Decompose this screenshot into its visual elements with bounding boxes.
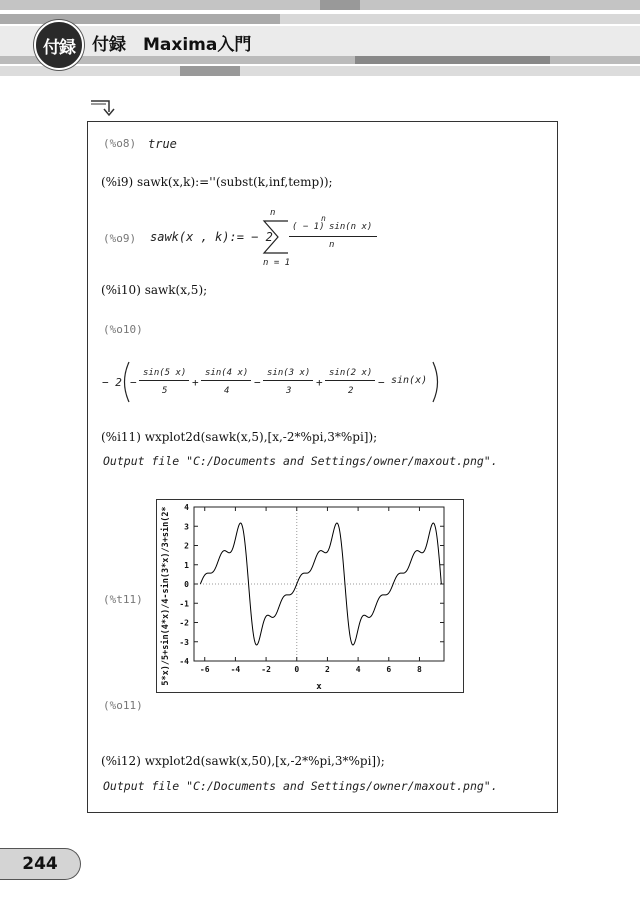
plot-frame <box>157 500 464 693</box>
right-paren-icon <box>431 360 443 404</box>
y-tick-label-5: -1 <box>179 599 189 609</box>
o9-sum-top: n <box>270 208 276 218</box>
output-value-o8: true <box>148 137 177 151</box>
page-number: 244 <box>0 848 81 880</box>
o10-num-1: sin(4 x) <box>205 368 249 378</box>
o10-sign-3: + <box>316 376 323 389</box>
page-title: 付録 Maxima入門 <box>92 35 252 55</box>
x-tick-label-3: 0 <box>294 665 300 674</box>
y-tick-label-7: -3 <box>179 637 189 647</box>
output-file-11: Output file "C:/Documents and Settings/owner/maxout.png". <box>103 454 498 468</box>
o10-num-0: sin(5 x) <box>143 368 187 378</box>
o10-sign-4: − <box>378 376 385 389</box>
o9-lhs: sawk(x , k):= − 2 <box>150 230 273 244</box>
x-tick-label-1: -4 <box>230 665 241 674</box>
summation-icon <box>261 218 291 256</box>
o10-sign-2: − <box>254 376 261 389</box>
o10-num-2: sin(3 x) <box>267 368 311 378</box>
o10-lead: − 2 <box>102 376 122 389</box>
output-label-t11: (%t11) <box>103 593 143 606</box>
o9-frac-den: n <box>329 240 335 250</box>
o10-tail: sin(x) <box>391 375 428 386</box>
y-tick-label-8: -4 <box>179 657 189 666</box>
output-file-12: Output file "C:/Documents and Settings/owner/maxout.png". <box>103 779 498 793</box>
o10-sign-1: + <box>192 376 199 389</box>
x-tick-label-4: 2 <box>325 665 330 674</box>
x-axis-label: x <box>316 682 322 692</box>
y-tick-label-0: 4 <box>184 503 189 512</box>
o10-den-2: 3 <box>286 386 292 396</box>
input-i10: (%i10) sawk(x,5); <box>101 283 208 297</box>
o10-bar-3 <box>325 380 375 381</box>
x-tick-label-7: 8 <box>417 665 422 674</box>
o10-num-3: sin(2 x) <box>329 368 373 378</box>
o9-sum-bottom: n = 1 <box>263 258 291 268</box>
output-label-o9: (%o9) <box>103 232 137 245</box>
y-tick-label-2: 2 <box>184 541 189 551</box>
maxima-session <box>87 121 558 813</box>
o10-bar-2 <box>263 380 313 381</box>
output-label-o8: (%o8) <box>103 137 137 150</box>
y-tick-label-1: 3 <box>184 522 189 532</box>
appendix-badge: 付録 <box>34 20 84 70</box>
o10-den-3: 2 <box>348 386 354 396</box>
y-tick-label-3: 1 <box>184 560 189 570</box>
x-tick-label-6: 6 <box>386 665 392 674</box>
output-label-o10: (%o10) <box>103 323 143 336</box>
output-label-o11: (%o11) <box>103 699 143 712</box>
return-arrow-icon <box>89 97 117 117</box>
o9-frac-num: ( − 1) <box>292 222 325 232</box>
x-tick-label-5: 4 <box>355 665 361 674</box>
x-tick-label-0: -6 <box>199 665 210 674</box>
y-tick-label-6: -2 <box>179 618 189 628</box>
o10-sign-0: − <box>130 376 137 389</box>
y-axis-label: 5*x)/5+sin(4*x)/4-sin(3*x)/3+sin(2* <box>161 506 171 686</box>
o10-bar-1 <box>201 380 251 381</box>
o9-frac-bar <box>289 236 377 237</box>
x-tick-label-2: -2 <box>261 665 271 674</box>
o9-frac-num-tail: sin(n x) <box>329 222 373 232</box>
o10-den-0: 5 <box>162 386 168 396</box>
o10-bar-0 <box>139 380 189 381</box>
o10-den-1: 4 <box>224 386 230 396</box>
input-i9: (%i9) sawk(x,k):=''(subst(k,inf,temp)); <box>101 175 333 189</box>
input-i11: (%i11) wxplot2d(sawk(x,5),[x,-2*%pi,3*%pi]); <box>101 430 378 444</box>
input-i12: (%i12) wxplot2d(sawk(x,50),[x,-2*%pi,3*%pi]); <box>101 754 385 768</box>
o9-frac-num-exp: n <box>321 214 326 223</box>
sawtooth-plot <box>156 499 464 693</box>
y-tick-label-4: 0 <box>184 580 189 589</box>
